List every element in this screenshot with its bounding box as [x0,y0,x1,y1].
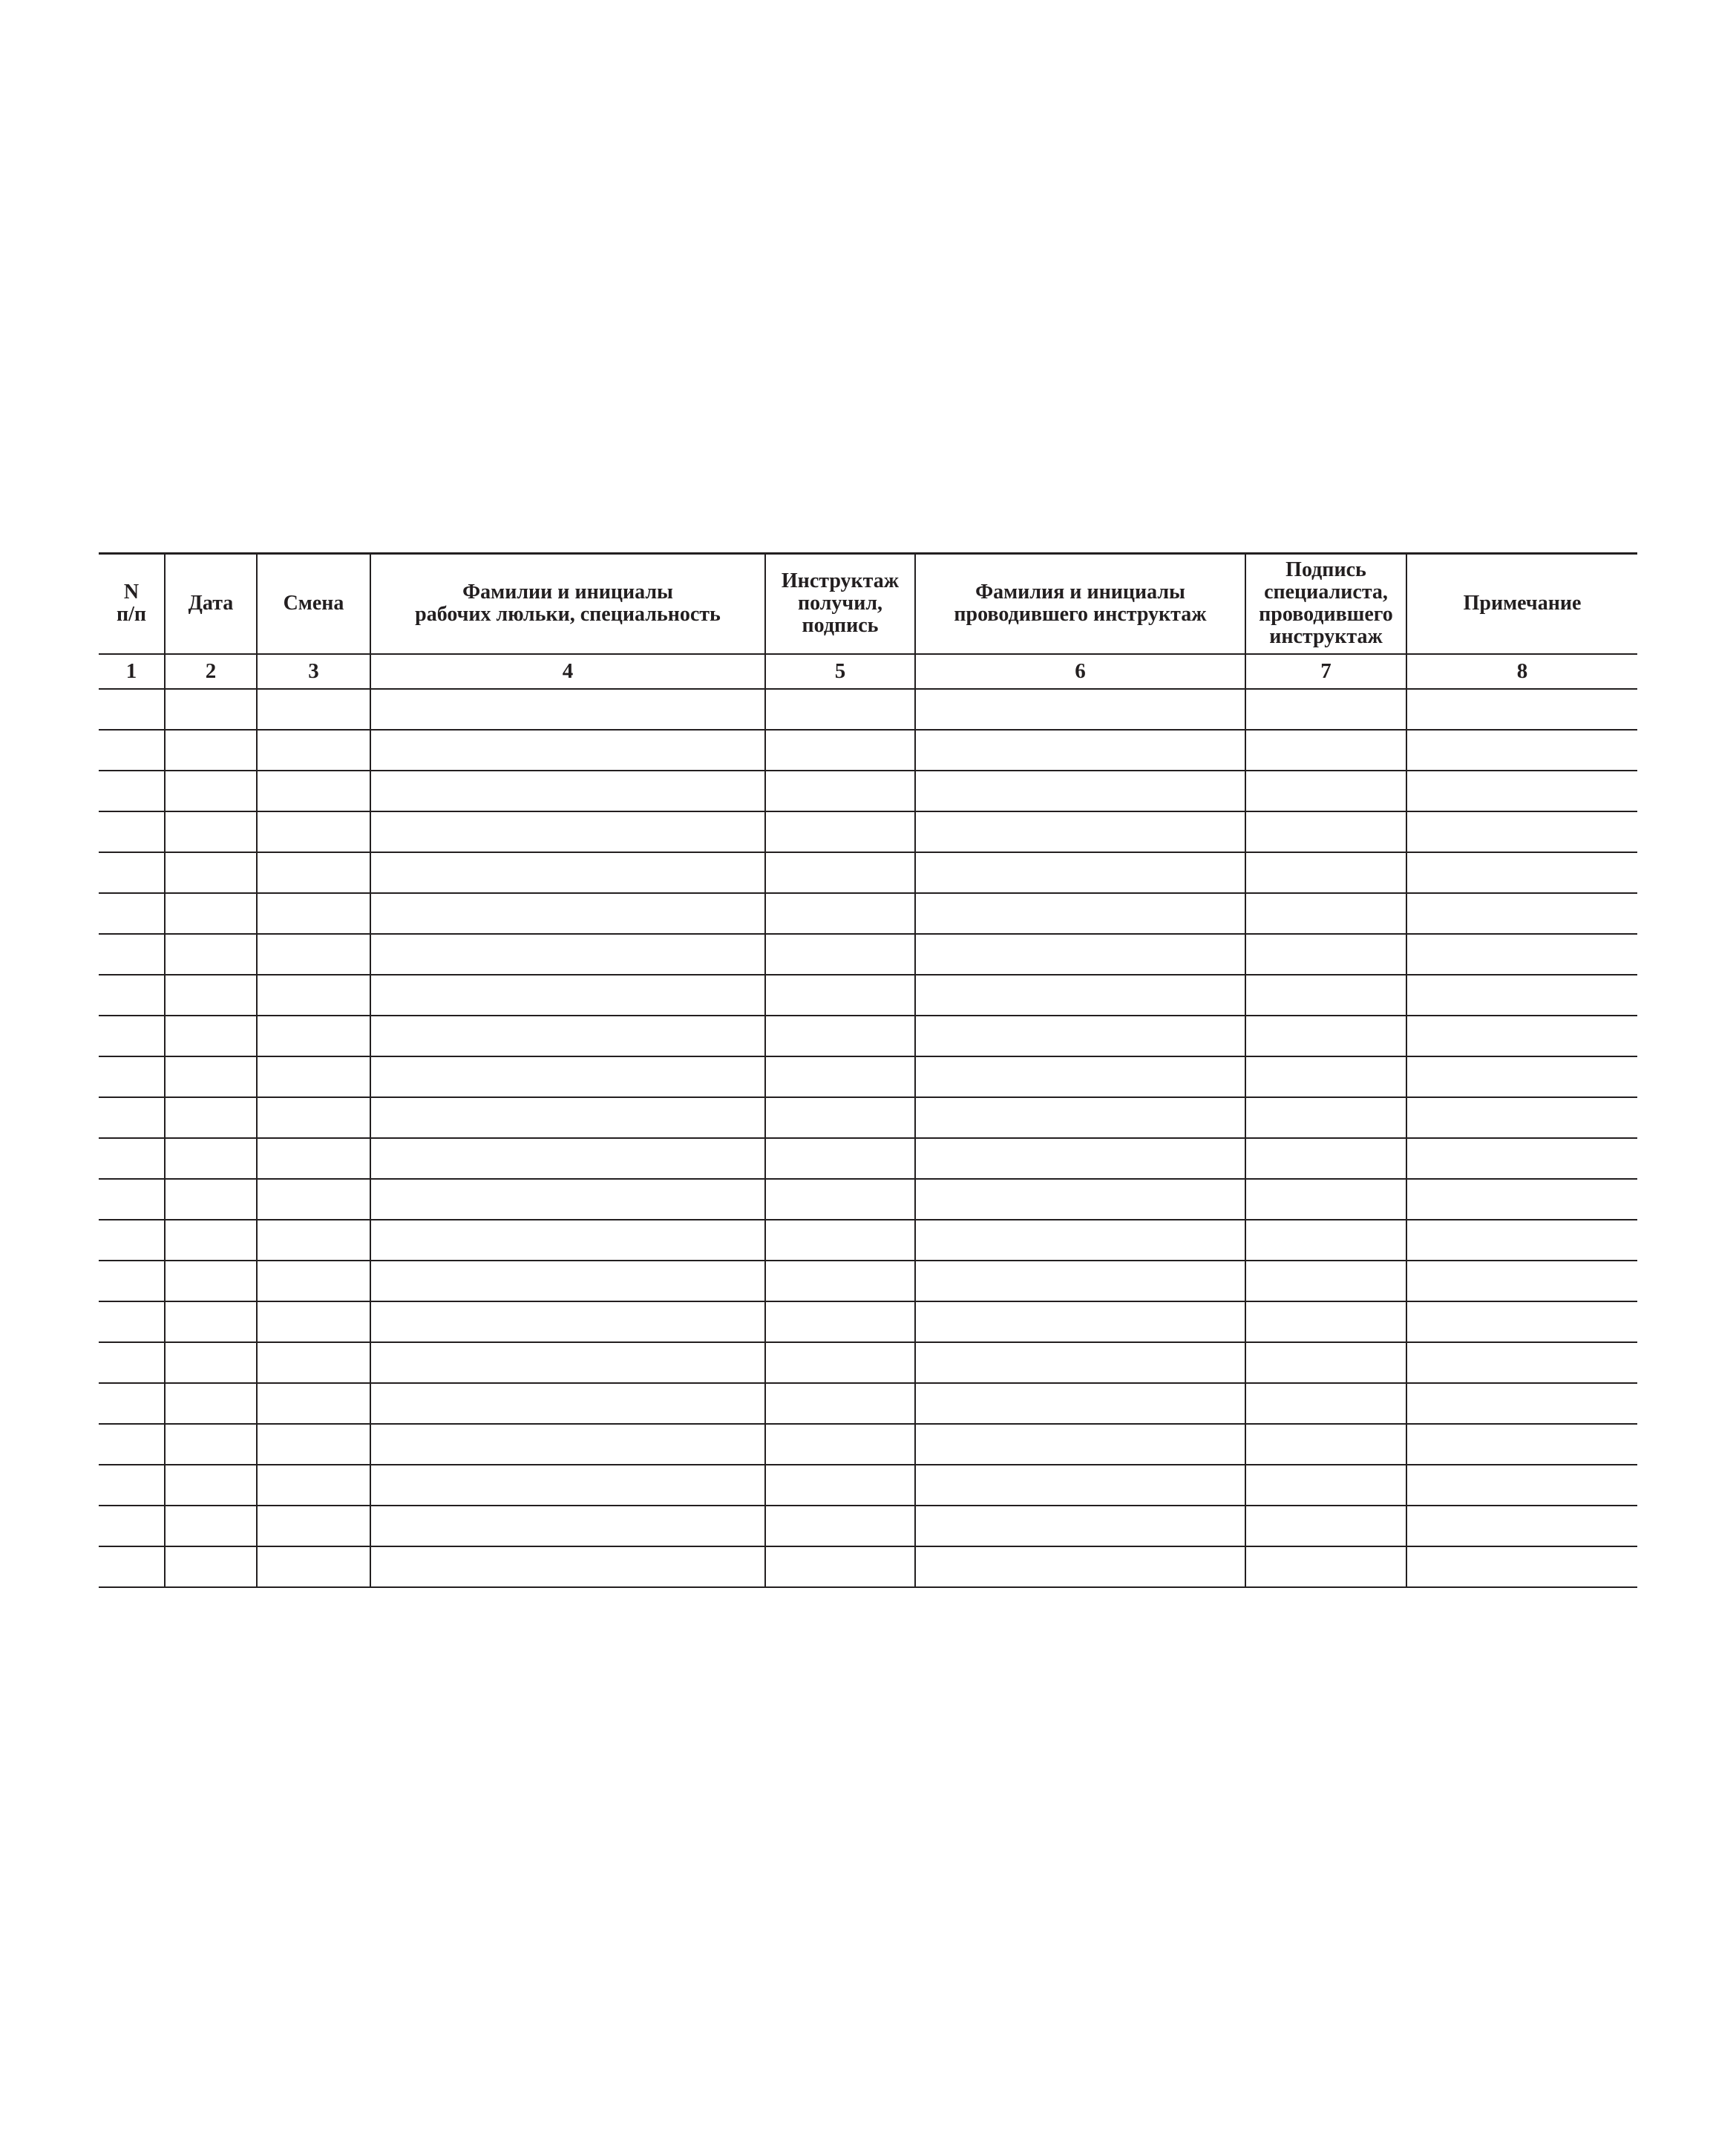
table-cell [99,1016,165,1056]
table-cell [165,1465,257,1506]
table-cell [1245,1465,1406,1506]
table-cell [165,1056,257,1097]
table-cell [1406,1383,1637,1424]
table-cell [765,1138,915,1179]
table-cell [765,893,915,934]
table-cell [99,689,165,730]
header-cell-date: Дата [165,554,257,654]
table-cell [257,1342,370,1383]
table-cell [165,1383,257,1424]
table-cell [257,1261,370,1301]
table-cell [765,934,915,975]
table-cell [165,1546,257,1587]
table-cell [765,1383,915,1424]
table-cell [257,1016,370,1056]
table-cell [370,1342,765,1383]
table-cell [99,811,165,852]
table-cell [1406,975,1637,1016]
table-cell [915,1056,1245,1097]
table-cell [370,1138,765,1179]
table-cell [1245,1301,1406,1342]
table-cell [257,689,370,730]
table-cell [1406,1261,1637,1301]
table-cell [257,893,370,934]
table-cell [915,1506,1245,1546]
table-row [99,1383,1637,1424]
table-cell [915,1179,1245,1220]
table-row [99,1179,1637,1220]
table-cell [1406,689,1637,730]
column-number: 6 [915,654,1245,689]
table-cell [165,811,257,852]
table-row [99,1546,1637,1587]
table-row [99,1506,1637,1546]
table-cell [370,1097,765,1138]
table-cell [765,1261,915,1301]
table-cell [1245,1342,1406,1383]
table-cell [1245,852,1406,893]
table-cell [1245,1546,1406,1587]
table-cell [370,730,765,771]
table-cell [915,975,1245,1016]
column-number: 5 [765,654,915,689]
table-cell [915,1097,1245,1138]
table-cell [165,1138,257,1179]
table-cell [1406,1056,1637,1097]
table-cell [1406,852,1637,893]
table-cell [257,1097,370,1138]
table-cell [257,934,370,975]
table-cell [99,934,165,975]
column-number: 4 [370,654,765,689]
table-row [99,1261,1637,1301]
table-cell [915,1301,1245,1342]
table-cell [765,771,915,811]
table-cell [1406,1220,1637,1261]
column-number: 1 [99,654,165,689]
table-cell [1245,811,1406,852]
table-cell [765,730,915,771]
table-cell [1406,1097,1637,1138]
table-row [99,1016,1637,1056]
table-cell [765,1220,915,1261]
table-cell [915,1546,1245,1587]
table-cell [165,1016,257,1056]
column-number: 3 [257,654,370,689]
table-cell [257,1179,370,1220]
header-row [99,554,1637,654]
table-cell [99,1506,165,1546]
table-cell [99,1383,165,1424]
table-cell [1406,1546,1637,1587]
table-row [99,771,1637,811]
table-cell [370,1179,765,1220]
table-cell [765,975,915,1016]
table-cell [1406,1506,1637,1546]
table-row [99,689,1637,730]
table-cell [99,1424,165,1465]
table-row [99,1220,1637,1261]
table-row [99,811,1637,852]
table-row [99,730,1637,771]
table-cell [1406,1301,1637,1342]
table-cell [1245,689,1406,730]
table-cell [165,730,257,771]
table-cell [370,1220,765,1261]
table-cell [99,893,165,934]
table-cell [915,1261,1245,1301]
table-cell [257,811,370,852]
table-row [99,1301,1637,1342]
table-row [99,934,1637,975]
table-cell [765,811,915,852]
table-cell [165,1342,257,1383]
table-cell [99,1220,165,1261]
header-cell-instructor: Фамилия и инициалы проводившего инструктаж [915,554,1245,654]
header-cell-specialist-signature: Подпись специалиста, проводившего инструктаж [1245,554,1406,654]
header-cell-number: N п/п [99,554,165,654]
table-cell [915,771,1245,811]
table-cell [165,1220,257,1261]
table-cell [915,1138,1245,1179]
instruction-log-table [99,552,1637,1588]
table-cell [99,1465,165,1506]
table-cell [257,1301,370,1342]
table-cell [1245,1383,1406,1424]
table-cell [765,1056,915,1097]
table-cell [1406,1424,1637,1465]
header-cell-received: Инструктаж получил, подпись [765,554,915,654]
header-cell-workers: Фамилии и инициалы рабочих люльки, специальность [370,554,765,654]
table-cell [99,1097,165,1138]
table-cell [1245,1016,1406,1056]
table-cell [1245,975,1406,1016]
table-cell [1245,1220,1406,1261]
table-cell [765,1179,915,1220]
table-cell [370,811,765,852]
table-cell [1245,1138,1406,1179]
header-cell-note: Примечание [1406,554,1637,654]
table-cell [1245,771,1406,811]
column-number: 2 [165,654,257,689]
table-cell [257,1220,370,1261]
table-cell [765,1016,915,1056]
table-cell [1245,1261,1406,1301]
table-cell [1406,811,1637,852]
table-cell [370,1261,765,1301]
table-cell [370,1465,765,1506]
table-cell [1245,1424,1406,1465]
table-cell [257,1383,370,1424]
table-cell [1245,1097,1406,1138]
table-cell [257,975,370,1016]
table-cell [257,771,370,811]
table-row [99,1342,1637,1383]
table-cell [765,1506,915,1546]
table-cell [99,852,165,893]
header-cell-shift: Смена [257,554,370,654]
table-cell [765,1342,915,1383]
table-cell [1406,1016,1637,1056]
table-cell [257,1546,370,1587]
table-cell [99,975,165,1016]
table-cell [165,1506,257,1546]
table-cell [99,771,165,811]
table-cell [1245,1179,1406,1220]
table-cell [1406,1179,1637,1220]
table-cell [99,1301,165,1342]
table-cell [370,689,765,730]
column-number: 7 [1245,654,1406,689]
table-cell [915,1220,1245,1261]
table-cell [765,1465,915,1506]
table-row [99,1465,1637,1506]
table-cell [1245,730,1406,771]
table-cell [165,689,257,730]
table-cell [370,934,765,975]
table-cell [257,1056,370,1097]
table-cell [370,1383,765,1424]
table-cell [257,1424,370,1465]
table-cell [765,1424,915,1465]
table-cell [257,730,370,771]
table-row [99,1097,1637,1138]
table-cell [1245,1506,1406,1546]
table-cell [1406,771,1637,811]
table-cell [1406,893,1637,934]
table-cell [915,852,1245,893]
table-cell [915,934,1245,975]
table-cell [370,1016,765,1056]
table-cell [1406,1138,1637,1179]
table-cell [370,1506,765,1546]
table-row [99,1056,1637,1097]
table-cell [257,1138,370,1179]
table-cell [370,975,765,1016]
table-row [99,893,1637,934]
table-cell [165,1424,257,1465]
table-cell [915,1465,1245,1506]
table-cell [1245,1056,1406,1097]
table-cell [765,689,915,730]
table-cell [370,893,765,934]
table-cell [765,852,915,893]
table-cell [370,1301,765,1342]
table-cell [165,1301,257,1342]
table-cell [99,1056,165,1097]
table-row [99,975,1637,1016]
table-cell [99,1342,165,1383]
table-cell [165,975,257,1016]
table-cell [1406,730,1637,771]
table-cell [165,1179,257,1220]
table-cell [165,893,257,934]
table-cell [915,730,1245,771]
table-cell [915,893,1245,934]
table-cell [165,852,257,893]
table-cell [765,1097,915,1138]
table-cell [165,934,257,975]
table-cell [370,1546,765,1587]
table-cell [99,1179,165,1220]
table-cell [165,771,257,811]
table-body [99,689,1637,1587]
table-cell [99,1546,165,1587]
table-cell [915,1016,1245,1056]
column-number-row [99,654,1637,689]
table-cell [1245,893,1406,934]
column-number: 8 [1406,654,1637,689]
table-cell [1406,1465,1637,1506]
table-cell [257,1506,370,1546]
table-cell [1406,1342,1637,1383]
table-cell [1406,934,1637,975]
table-cell [99,1138,165,1179]
table-cell [370,1056,765,1097]
table-cell [370,771,765,811]
table-cell [915,1342,1245,1383]
table-cell [915,811,1245,852]
table-cell [370,852,765,893]
table-cell [915,689,1245,730]
table-cell [99,1261,165,1301]
table-cell [915,1424,1245,1465]
table-cell [99,730,165,771]
table-row [99,1424,1637,1465]
table-row [99,1138,1637,1179]
table-row [99,852,1637,893]
table-cell [915,1383,1245,1424]
table-cell [765,1301,915,1342]
table-cell [257,1465,370,1506]
table-cell [165,1261,257,1301]
table-cell [765,1546,915,1587]
table-cell [370,1424,765,1465]
table-cell [1245,934,1406,975]
table-cell [257,852,370,893]
table-cell [165,1097,257,1138]
